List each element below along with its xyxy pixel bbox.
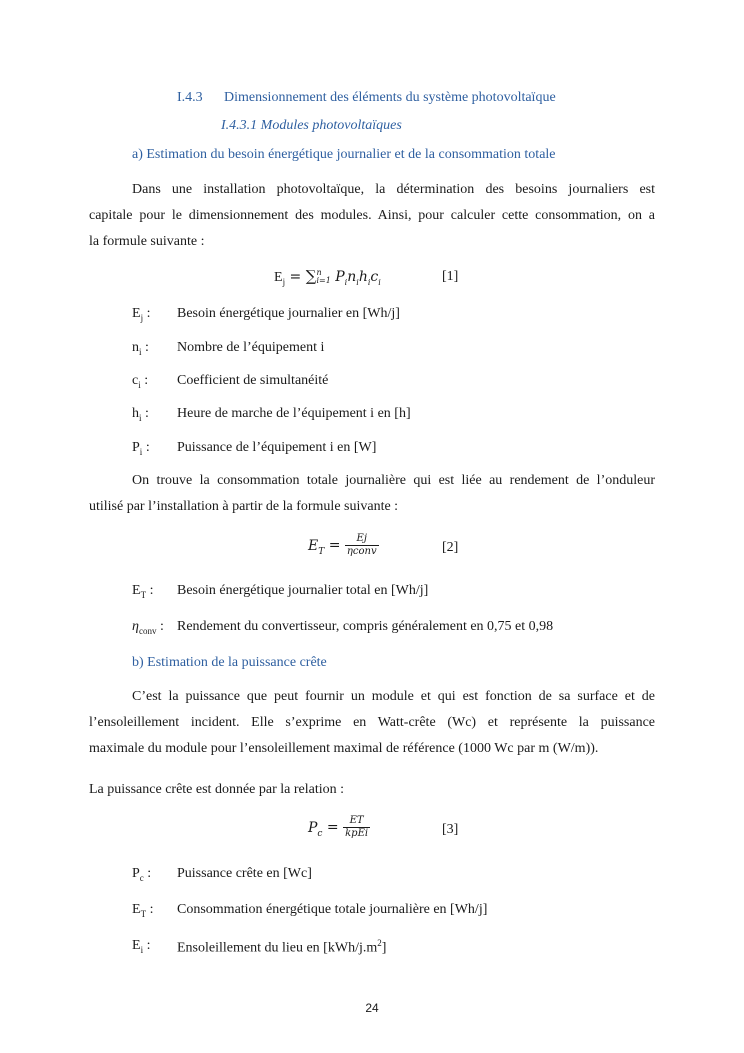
subsection-heading: I.4.3.1 Modules photovoltaïques xyxy=(221,118,402,133)
eq2-numerator: Ej xyxy=(345,533,379,546)
section-b-heading: b) Estimation de la puissance crête xyxy=(132,655,327,670)
paragraph-line: C’est la puissance que peut fournir un module et qui est fonction de sa surface et de xyxy=(132,689,655,704)
equation-2 xyxy=(308,533,379,558)
eq3-fraction xyxy=(343,815,370,840)
equation-3-number: [3] xyxy=(442,822,459,837)
def-text: Puissance crête en [Wc] xyxy=(177,866,312,881)
equation-1-number: [1] xyxy=(442,269,459,284)
def-symbol: $h_i$ : xyxy=(132,406,149,423)
eq2-fraction xyxy=(345,533,379,558)
equation-2-number: [2] xyxy=(442,540,459,555)
def-symbol: $n_i$ : xyxy=(132,340,149,357)
def-text: Besoin énergétique journalier total en [Wh/j] xyxy=(177,583,429,598)
paragraph-3 xyxy=(89,684,655,762)
eq1-terms: $P_in_ih_ic_i$ xyxy=(335,269,381,287)
def-symbol: $c_i$ : xyxy=(132,373,149,390)
section-heading-title: Dimensionnement des éléments du système photovoltaïque xyxy=(224,90,556,105)
def-symbol: $E_T$ : xyxy=(132,583,154,600)
paragraph-1 xyxy=(89,177,655,255)
eq3-denominator: kpEi xyxy=(345,828,369,839)
eq3-equals: = xyxy=(326,819,339,836)
def-text: Coefficient de simultanéité xyxy=(177,373,329,388)
def-text: Heure de marche de l’équipement i en [h] xyxy=(177,406,411,421)
paragraph-line: On trouve la consommation totale journalière qui est liée au rendement de l’onduleur xyxy=(132,473,655,488)
paragraph-2 xyxy=(89,468,655,520)
page-number: 24 xyxy=(365,1001,379,1015)
def-symbol: $P_c$ : xyxy=(132,866,152,883)
paragraph-line: maximale du module pour l’ensoleillement maximal de référence (1000 Wc par m (W/m)). xyxy=(89,741,599,756)
def-text: Nombre de l’équipement i xyxy=(177,340,325,355)
eq3-numerator: ET xyxy=(343,815,370,828)
def-symbol: $E_i$ : xyxy=(132,938,151,955)
eq2-equals: = xyxy=(328,537,341,554)
equation-1 xyxy=(274,267,381,287)
paragraph-4: La puissance crête est donnée par la relation : xyxy=(89,782,344,797)
equation-3 xyxy=(308,815,370,840)
eq2-denominator: ηconv xyxy=(346,546,377,557)
eq1-sup: n xyxy=(316,268,322,277)
def-text: Consommation énergétique totale journalière en [Wh/j] xyxy=(177,902,488,917)
def-text: Rendement du convertisseur, compris généralement en 0,75 et 0,98 xyxy=(177,619,554,634)
def-text: Puissance de l’équipement i en [W] xyxy=(177,440,377,455)
eq1-equals: = xyxy=(289,269,306,285)
eq1-limits xyxy=(316,269,330,285)
eq3-lhs: $P_c$ xyxy=(308,819,323,839)
def-text: Ensoleillement du lieu en $[kWh/j.m^2]$ xyxy=(177,938,387,956)
eq1-sum: ∑ xyxy=(305,267,317,285)
paragraph-line: Dans une installation photovoltaïque, la détermination des besoins journaliers est xyxy=(132,182,655,197)
eq1-lhs: $E_j$ xyxy=(274,270,286,287)
paragraph-line: la formule suivante : xyxy=(89,234,205,249)
def-symbol: $\eta_{conv}$ : xyxy=(132,619,164,636)
def-symbol: $E_T$ : xyxy=(132,902,154,919)
def-text: Besoin énergétique journalier en [Wh/j] xyxy=(177,306,400,321)
section-heading-number: I.4.3 xyxy=(177,90,203,105)
eq1-sub: i=1 xyxy=(316,276,331,285)
eq2-lhs: $E_T$ xyxy=(308,537,325,557)
paragraph-line: utilisé par l’installation à partir de la formule suivante : xyxy=(89,499,399,514)
paragraph-line: capitale pour le dimensionnement des modules. Ainsi, pour calculer cette consommation, on a xyxy=(89,208,655,223)
def-symbol: $E_j$ : xyxy=(132,306,151,323)
def-symbol: $P_i$ : xyxy=(132,440,150,457)
paragraph-line: l’ensoleillement incident. Elle s’exprime en Watt-crête (Wc) et représente la puissance xyxy=(89,715,655,730)
section-a-heading: a) Estimation du besoin énergétique journalier et de la consommation totale xyxy=(132,147,556,162)
